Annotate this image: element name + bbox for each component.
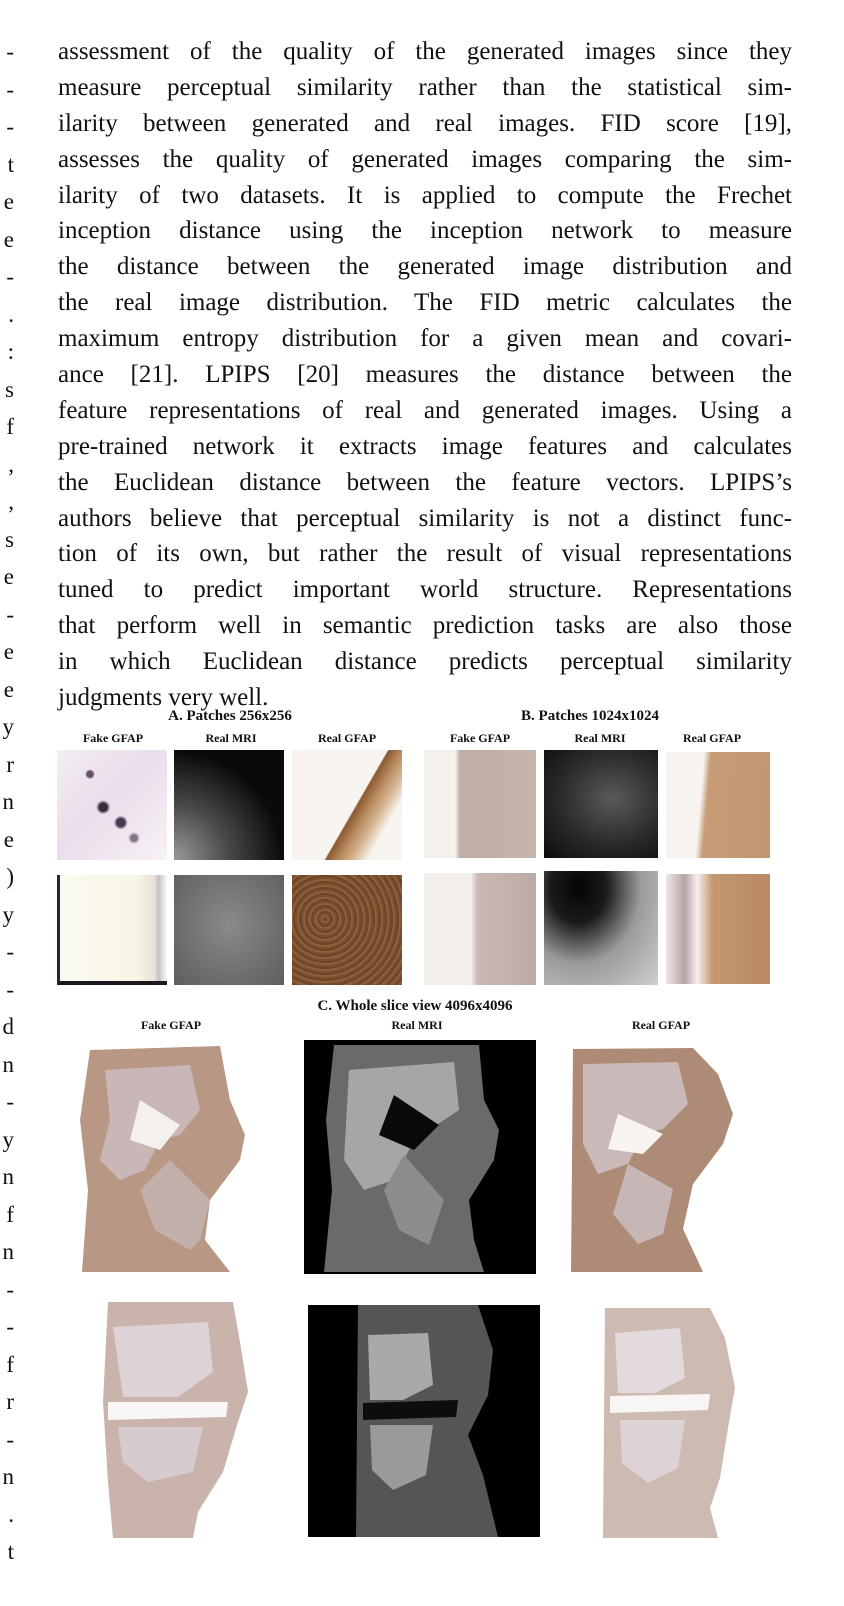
paragraph-line: pre-trained network it extracts image features and calculates (58, 432, 792, 460)
left-edge-char: f (6, 414, 14, 439)
slide-real-mri-1 (304, 1040, 536, 1274)
paragraph-line: tuned to predict important world structure. Representations (58, 576, 792, 604)
left-edge-char: e (3, 226, 14, 252)
left-edge-char: - (6, 76, 14, 102)
left-edge-char: n (2, 1164, 14, 1189)
left-edge-char: - (6, 1089, 14, 1114)
paragraph-line: ilarity of two datasets. It is applied to compute the Frechet (58, 181, 792, 209)
left-edge-char: r (6, 1389, 14, 1414)
paragraph-line: measure perceptual similarity rather than the statistical sim- (58, 73, 792, 101)
panel-a-heading: A. Patches 256x256 (168, 708, 292, 724)
patch-a-real-mri-1 (174, 750, 284, 860)
paragraph-line: inception distance using the inception network to measure (58, 217, 792, 245)
patch-a-real-gfap-2 (292, 875, 402, 985)
left-edge-char: - (6, 939, 14, 964)
left-edge-char: e (3, 639, 14, 664)
left-edge-char: y (2, 901, 14, 927)
patch-a-fake-gfap-2 (57, 875, 167, 985)
left-edge-char: s (5, 526, 14, 552)
left-edge-char: t (7, 1539, 14, 1564)
left-edge-char: y (2, 1126, 14, 1152)
panel-c-col-mri: Real MRI (391, 1018, 443, 1032)
slide-fake-gfap-1 (70, 1040, 284, 1274)
paragraph-line: assesses the quality of generated images comparing the sim- (58, 145, 792, 173)
panel-b-col-mri: Real MRI (574, 731, 626, 745)
slide-real-gfap-1 (568, 1044, 744, 1274)
patch-a-real-mri-2 (174, 875, 284, 985)
paragraph-line: tion of its own, but rather the result of visual representations (58, 540, 792, 568)
panel-c-col-fake: Fake GFAP (140, 1018, 202, 1032)
left-edge-char: - (6, 39, 14, 64)
left-edge-char: - (6, 1426, 14, 1452)
left-edge-char: : (7, 339, 14, 364)
left-edge-char: ) (6, 864, 14, 889)
paragraph-line: authors believe that perceptual similarity is not a distinct func- (58, 504, 792, 532)
left-edge-char: n (2, 1464, 14, 1489)
panel-b-col-fake: Fake GFAP (449, 731, 511, 745)
left-edge-char: e (3, 826, 14, 852)
left-edge-char: e (3, 189, 14, 214)
left-edge-char: y (2, 714, 14, 739)
paragraph-line: the real image distribution. The FID metric calculates the (58, 289, 792, 317)
left-edge-char: - (6, 114, 14, 139)
slide-real-gfap-2 (600, 1308, 746, 1538)
panel-b-heading: B. Patches 1024x1024 (521, 708, 659, 724)
paragraph-line: maximum entropy distribution for a given mean and covari- (58, 325, 792, 353)
patch-b-real-mri-2 (544, 871, 658, 985)
panel-c-heading: C. Whole slice view 4096x4096 (317, 998, 513, 1014)
left-edge-char: - (6, 1276, 14, 1302)
left-edge-char: - (6, 264, 14, 289)
left-edge-char: - (6, 976, 14, 1002)
left-edge-char: s (5, 376, 14, 402)
left-edge-char: f (6, 1351, 14, 1377)
paragraph-line: the Euclidean distance between the feature vectors. LPIPS’s (58, 468, 792, 496)
panel-b-col-real: Real GFAP (682, 731, 742, 745)
panel-a-col-mri: Real MRI (205, 731, 257, 745)
patch-b-real-gfap-2 (666, 874, 770, 984)
left-edge-char: , (8, 451, 14, 477)
paragraph-line: the distance between the generated image distribution and (58, 253, 792, 281)
paragraph-line: assessment of the quality of the generated images since they (58, 38, 792, 65)
left-edge-char: n (2, 789, 14, 814)
paragraph-line: feature representations of real and generated images. Using a (58, 396, 792, 424)
left-edge-char: e (3, 676, 14, 702)
left-edge-char: f (6, 1201, 14, 1227)
left-edge-char: n (2, 1239, 14, 1264)
paragraph-line: in which Euclidean distance predicts perceptual similarity (58, 648, 792, 676)
left-edge-char: t (7, 151, 14, 177)
left-edge-char: e (3, 564, 14, 589)
patch-b-real-gfap-1 (666, 752, 770, 858)
left-edge-char: r (6, 751, 14, 777)
left-edge-char: n (2, 1051, 14, 1077)
left-edge-char: - (6, 601, 14, 627)
paragraph-line: judgments very well. (58, 684, 269, 712)
panel-a-col-real: Real GFAP (317, 731, 377, 745)
patch-a-real-gfap-1 (292, 750, 402, 860)
left-column-edge (0, 0, 14, 1606)
left-edge-char: . (8, 301, 14, 327)
patch-a-fake-gfap-1 (57, 750, 167, 860)
patch-b-real-mri-1 (544, 750, 658, 858)
left-edge-char: , (8, 489, 14, 514)
paragraph-line: ance [21]. LPIPS [20] measures the distance between the (58, 361, 792, 389)
slide-fake-gfap-2 (88, 1302, 254, 1538)
paragraph-line: that perform well in semantic prediction tasks are also those (58, 612, 792, 640)
body-paragraph (58, 34, 792, 716)
panel-c-col-real: Real GFAP (631, 1018, 691, 1032)
patch-b-fake-gfap-2 (424, 873, 536, 985)
panel-a-col-fake: Fake GFAP (82, 731, 144, 745)
paragraph-line: ilarity between generated and real images. FID score [19], (58, 109, 792, 137)
left-edge-char: . (8, 1501, 14, 1527)
patch-b-fake-gfap-1 (424, 750, 536, 858)
left-edge-char: - (6, 1314, 14, 1339)
slide-real-mri-2 (308, 1305, 540, 1537)
left-edge-char: d (2, 1014, 14, 1039)
